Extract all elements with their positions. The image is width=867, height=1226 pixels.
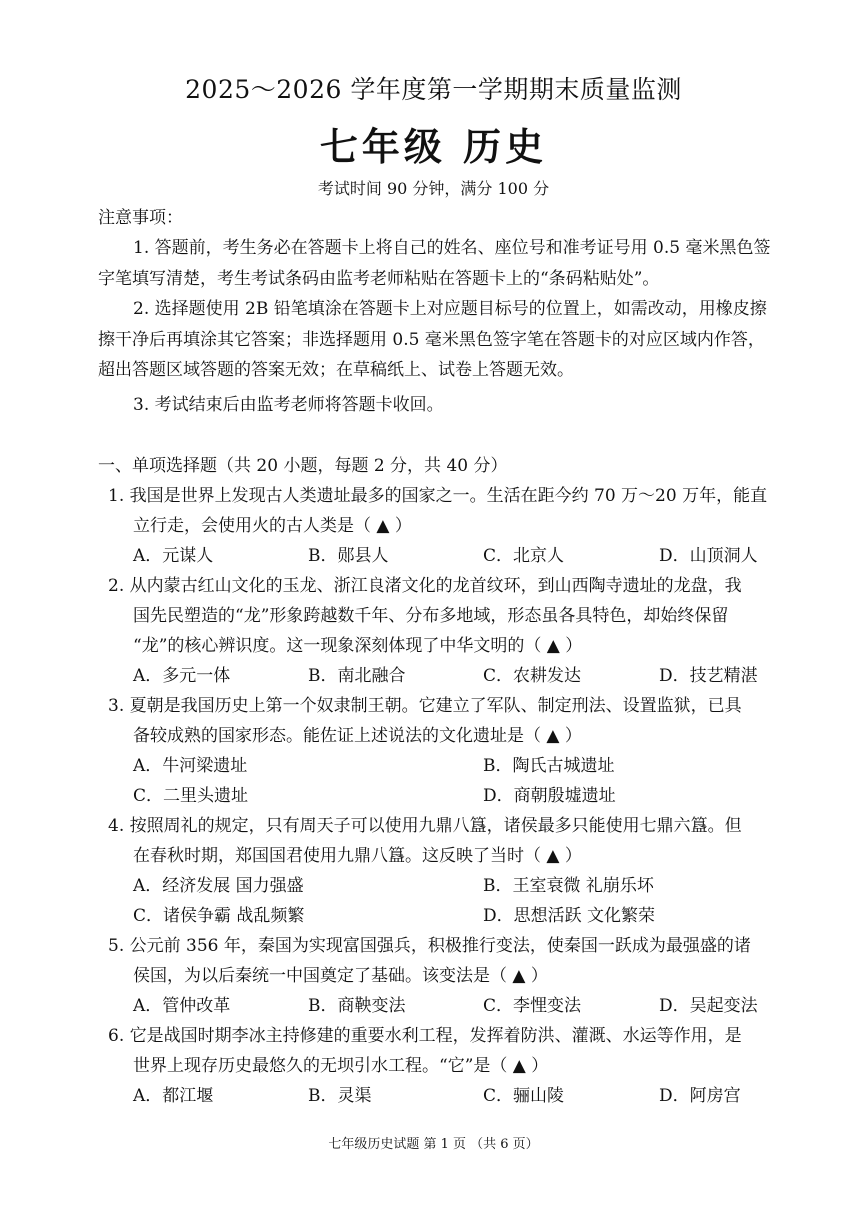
notice-heading: 注意事项：: [98, 208, 183, 228]
exam-info: 考试时间 90 分钟，满分 100 分: [317, 179, 550, 198]
option-d: D．山顶洞人: [659, 546, 758, 566]
question-line: 侯国，为以后秦统一中国奠定了基础。该变法是（ ▲ ）: [133, 966, 548, 986]
option-b: B．郧县人: [308, 546, 389, 566]
question-line: 2. 从内蒙古红山文化的玉龙、浙江良渚文化的龙首纹环，到山西陶寺遗址的龙盘，我: [108, 576, 742, 596]
option-d: D．思想活跃 文化繁荣: [483, 906, 656, 926]
question-line: 立行走，会使用火的古人类是（ ▲ ）: [133, 516, 412, 536]
question-line: 6. 它是战国时期李冰主持修建的重要水利工程，发挥着防洪、灌溉、水运等作用，是: [108, 1026, 742, 1046]
question-line: 5. 公元前 356 年，秦国为实现富国强兵，积极推行变法，使秦国一跃成为最强盛的诸: [108, 936, 751, 956]
notice-line: 1. 答题前，考生务必在答题卡上将自己的姓名、座位号和准考证号用 0.5 毫米黑色签: [133, 238, 771, 258]
option-c: C．李悝变法: [483, 996, 582, 1016]
question-line: 1. 我国是世界上发现古人类遗址最多的国家之一。生活在距今约 70 万～20 万年，能直: [108, 486, 768, 506]
option-c: C．骊山陵: [483, 1086, 565, 1106]
option-b: B．灵渠: [308, 1086, 372, 1106]
option-a: A．管仲改革: [133, 996, 231, 1016]
option-b: B．陶氏古城遗址: [483, 756, 615, 776]
subject-title: 七年级 历史: [319, 124, 548, 169]
option-b: B．南北融合: [308, 666, 406, 686]
option-a: A．多元一体: [133, 666, 231, 686]
notice-line: 3. 考试结束后由监考老师将答题卡收回。: [133, 395, 444, 415]
option-d: D．技艺精湛: [659, 666, 758, 686]
option-a: A．元谋人: [133, 546, 214, 566]
section-heading: 一、单项选择题（共 20 小题，每题 2 分，共 40 分）: [98, 456, 508, 476]
notice-line: 字笔填写清楚，考生考试条码由监考老师粘贴在答题卡上的“条码粘贴处”。: [98, 269, 660, 289]
page-footer: 七年级历史试题 第 1 页 （共 6 页）: [328, 1137, 539, 1152]
option-a: A．都江堰: [133, 1086, 214, 1106]
question-line: 3. 夏朝是我国历史上第一个奴隶制王朝。它建立了军队、制定刑法、设置监狱，已具: [108, 696, 742, 716]
option-c: C．诸侯争霸 战乱频繁: [133, 906, 305, 926]
question-line: 在春秋时期，郑国国君使用九鼎八簋。这反映了当时（ ▲ ）: [133, 846, 582, 866]
option-a: A．牛河梁遗址: [133, 756, 248, 776]
option-d: D．商朝殷墟遗址: [483, 786, 616, 806]
option-d: D．阿房宫: [659, 1086, 741, 1106]
option-d: D．吴起变法: [659, 996, 758, 1016]
question-line: 世界上现存历史最悠久的无坝引水工程。“它”是（ ▲ ）: [133, 1056, 549, 1076]
option-c: C．农耕发达: [483, 666, 582, 686]
question-line: “龙”的核心辨识度。这一现象深刻体现了中华文明的（ ▲ ）: [133, 636, 583, 656]
question-line: 备较成熟的国家形态。能佐证上述说法的文化遗址是（ ▲ ）: [133, 726, 582, 746]
notice-line: 擦干净后再填涂其它答案；非选择题用 0.5 毫米黑色签字笔在答题卡的对应区域内作答，: [98, 330, 765, 350]
option-b: B．商鞅变法: [308, 996, 406, 1016]
notice-line: 超出答题区域答题的答案无效；在草稿纸上、试卷上答题无效。: [98, 360, 574, 380]
option-a: A．经济发展 国力强盛: [133, 876, 304, 896]
option-c: C．二里头遗址: [133, 786, 249, 806]
question-line: 国先民塑造的“龙”形象跨越数千年、分布多地域，形态虽各具特色，却始终保留: [133, 606, 729, 626]
notice-line: 2. 选择题使用 2B 铅笔填涂在答题卡上对应题目标号的位置上，如需改动，用橡皮擦: [133, 299, 767, 319]
option-c: C．北京人: [483, 546, 565, 566]
question-line: 4. 按照周礼的规定，只有周天子可以使用九鼎八簋，诸侯最多只能使用七鼎六簋。但: [108, 816, 742, 836]
option-b: B．王室衰微 礼崩乐坏: [483, 876, 654, 896]
exam-title: 2025～2026 学年度第一学期期末质量监测: [185, 75, 682, 104]
